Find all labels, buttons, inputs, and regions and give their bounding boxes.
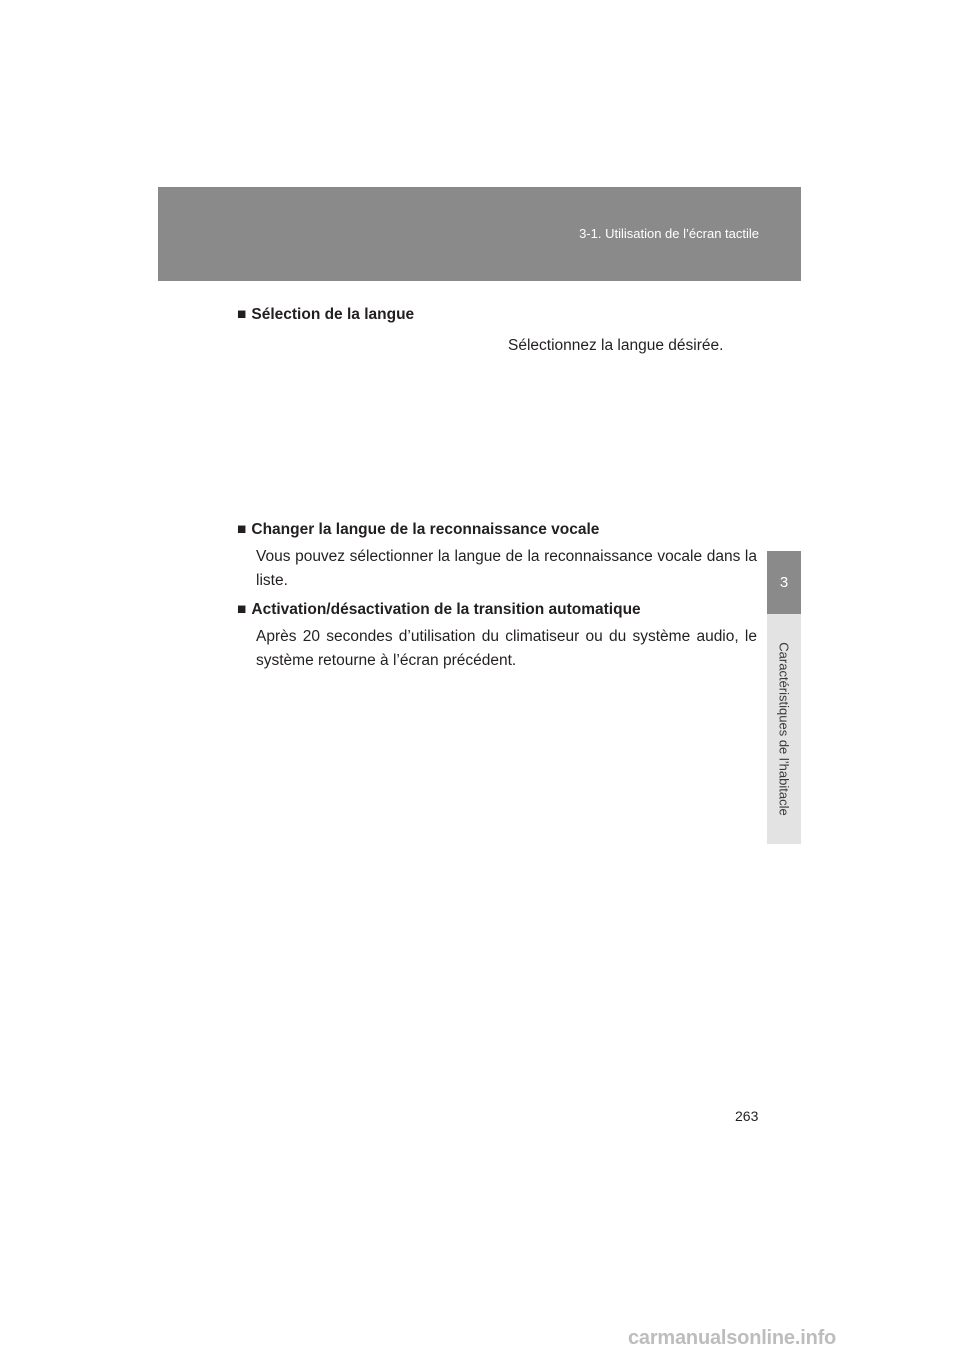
- square-bullet-icon: ■: [237, 521, 247, 538]
- section-body: Après 20 secondes d’utilisation du climatiseur ou du système audio, le système retourne à l’écran précédent.: [256, 628, 757, 669]
- square-bullet-icon: ■: [237, 306, 247, 323]
- chapter-number-tab: 3: [767, 551, 801, 614]
- page-header-band: [158, 187, 801, 281]
- section-title: 3-1. Utilisation de l’écran tactile: [579, 226, 759, 241]
- watermark: carmanualsonline.info: [628, 1327, 837, 1349]
- page-number: 263: [735, 1108, 759, 1124]
- section-body: Vous pouvez sélectionner la langue de la reconnaissance vocale dans la liste.: [256, 548, 757, 589]
- section-language-selection: [237, 306, 757, 324]
- section-automatic-transition: [237, 601, 757, 673]
- language-instruction: Sélectionnez la langue désirée.: [508, 337, 724, 354]
- chapter-label-tab: [767, 614, 801, 844]
- heading-text: Activation/désactivation de la transition automatique: [251, 601, 641, 618]
- chapter-label: Caractéristiques de l’habitacle: [776, 642, 792, 816]
- section-heading: [237, 306, 757, 324]
- heading-text: Sélection de la langue: [251, 306, 415, 323]
- section-heading: [237, 521, 757, 539]
- square-bullet-icon: ■: [237, 601, 247, 618]
- section-voice-recognition-language: [237, 521, 757, 593]
- heading-text: Changer la langue de la reconnaissance vocale: [251, 521, 600, 538]
- section-heading: [237, 601, 757, 619]
